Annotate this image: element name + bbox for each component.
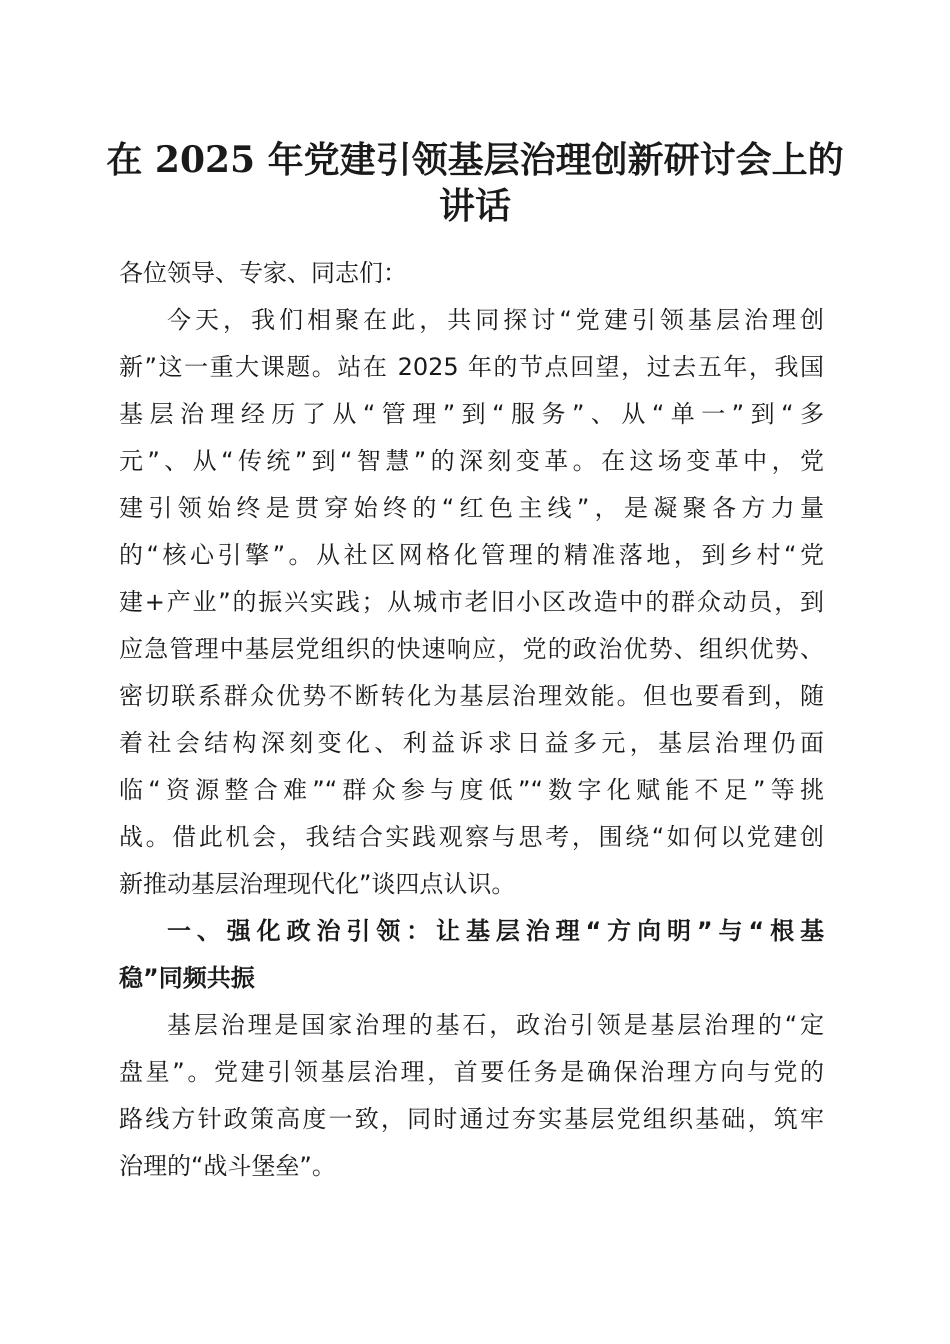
title-line-1: 在 2025 年党建引领基层治理创新研讨会上的 [106, 139, 844, 181]
title-line-2: 讲话 [438, 185, 511, 227]
paragraph-line: 今天，我们相聚在此，共同探讨“党建引领基层治理创 [167, 306, 824, 334]
paragraph-line: 建+产业”的振兴实践；从城市老旧小区改造中的群众动员，到 [119, 588, 824, 616]
paragraph-line: 临“资源整合难”“群众参与度低”“数字化赋能不足”等挑 [119, 776, 824, 804]
document-body [119, 253, 824, 1193]
paragraph-line: 元”、从“传统”到“智慧”的深刻变革。在这场变革中，党 [119, 447, 824, 475]
section-heading-line: 一、强化政治引领：让基层治理“方向明”与“根基 [167, 917, 824, 945]
paragraph-line: 着社会结构深刻变化、利益诉求日益多元，基层治理仍面 [119, 729, 824, 757]
paragraph-line: 路线方针政策高度一致，同时通过夯实基层党组织基础，筑牢 [119, 1105, 824, 1133]
paragraph-line: 建引领始终是贯穿始终的“红色主线”，是凝聚各方力量 [119, 494, 824, 522]
paragraph-line: 战。借此机会，我结合实践观察与思考，围绕“如何以党建创 [119, 823, 824, 851]
paragraph-line: 基层治理是国家治理的基石，政治引领是基层治理的“定 [167, 1011, 824, 1039]
paragraph-line: 治理的“战斗堡垒”。 [119, 1152, 336, 1180]
paragraph-line: 新推动基层治理现代化”谈四点认识。 [119, 870, 516, 898]
paragraph-line: 各位领导、专家、同志们： [119, 259, 407, 287]
paragraph-line: 盘星”。党建引领基层治理，首要任务是确保治理方向与党的 [119, 1058, 824, 1086]
document-title [100, 137, 850, 229]
paragraph-line: 新”这一重大课题。站在 2025 年的节点回望，过去五年，我国 [119, 353, 824, 381]
paragraph-line: 的“核心引擎”。从社区网格化管理的精准落地，到乡村“党 [119, 541, 824, 569]
paragraph-line: 基层治理经历了从“管理”到“服务”、从“单一”到“多 [119, 400, 824, 428]
section-heading-line: 稳”同频共振 [119, 964, 255, 992]
paragraph-line: 密切联系群众优势不断转化为基层治理效能。但也要看到，随 [119, 682, 824, 710]
paragraph-line: 应急管理中基层党组织的快速响应，党的政治优势、组织优势、 [119, 635, 824, 663]
